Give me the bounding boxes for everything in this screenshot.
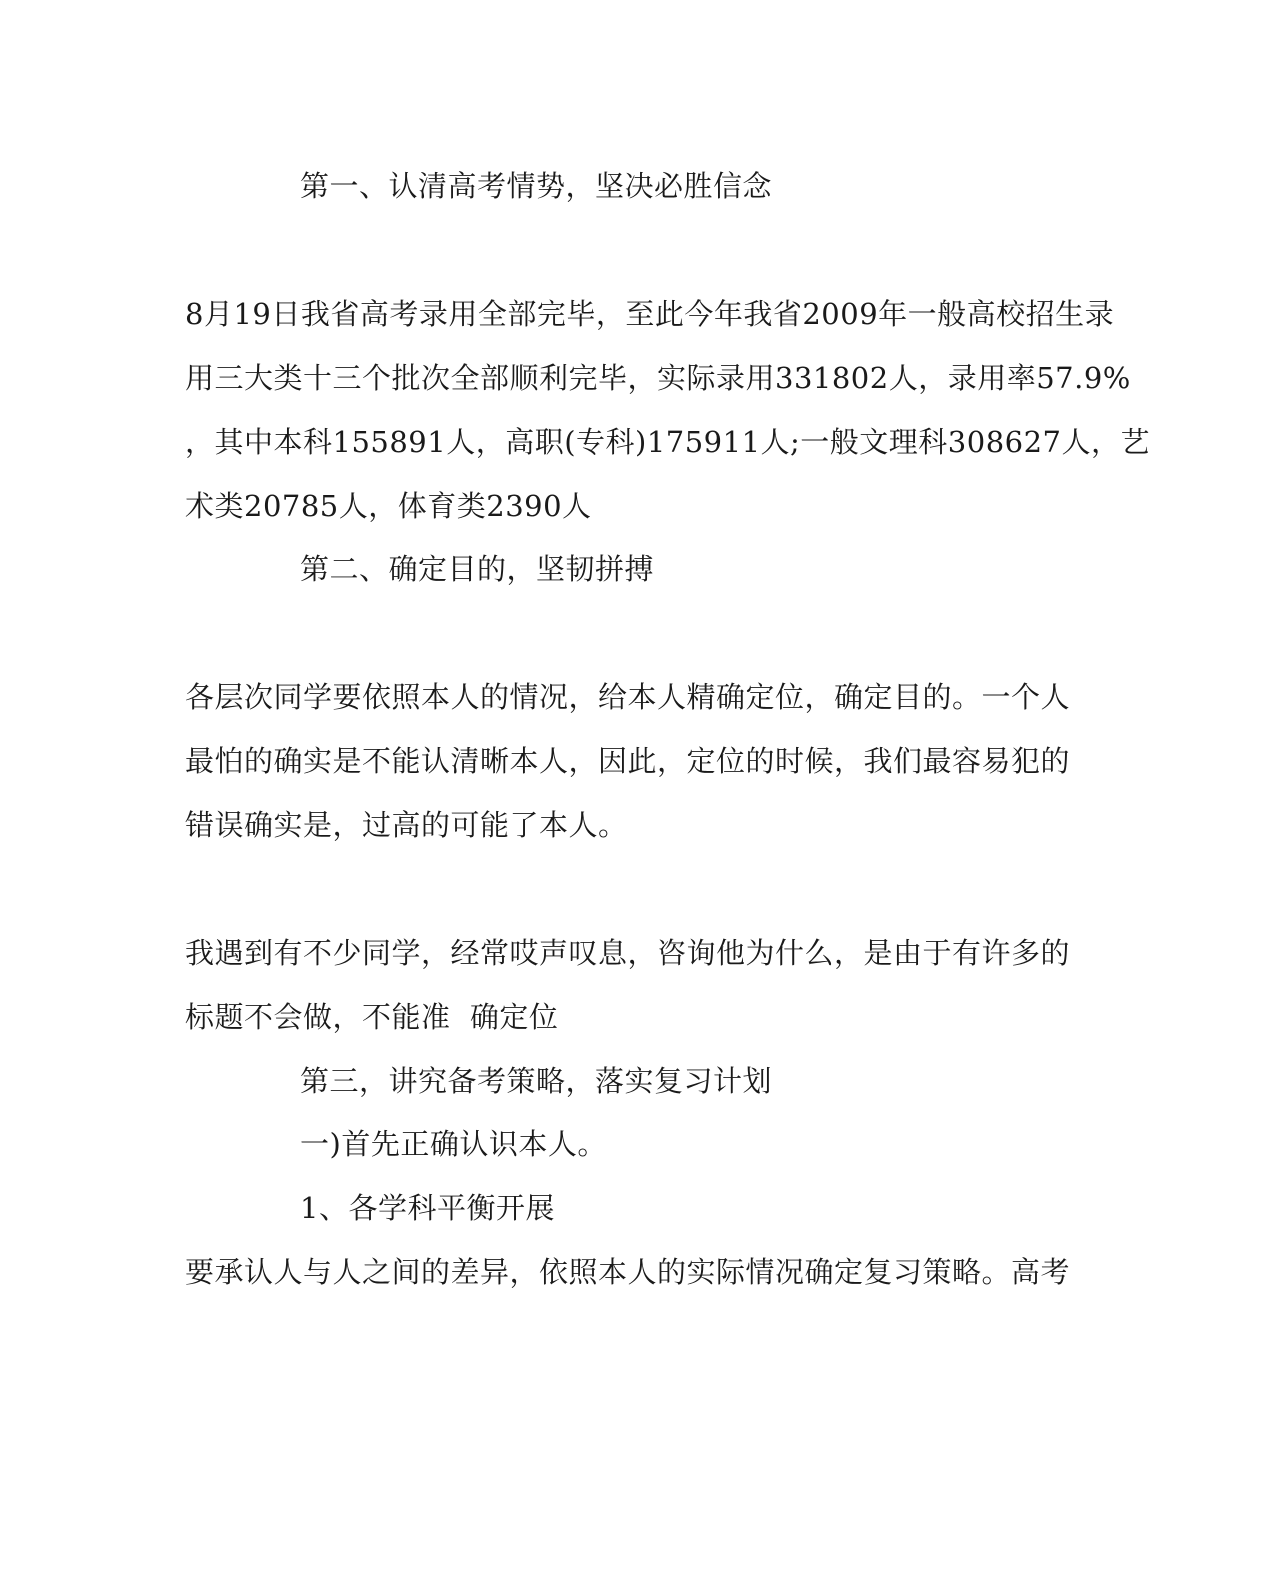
sub-heading-2: 1、各学科平衡开展 [300, 1191, 555, 1225]
sub-heading-1: 一)首先正确认识本人。 [300, 1127, 607, 1161]
paragraph-2-line-3: 错误确实是，过高的可能了本人。 [185, 808, 628, 842]
paragraph-1-line-2: 用三大类十三个批次全部顺利完毕，实际录用331802人，录用率57.9% [185, 361, 1131, 395]
paragraph-3-line-2: 标题不会做，不能准 确定位 [185, 1000, 559, 1034]
heading-3: 第三，讲究备考策略，落实复习计划 [300, 1064, 773, 1098]
paragraph-4-line-1: 要承认人与人之间的差异，依照本人的实际情况确定复习策略。高考 [185, 1255, 1071, 1289]
paragraph-1-line-4: 术类20785人，体育类2390人 [185, 489, 592, 523]
heading-2: 第二、确定目的，坚韧拼搏 [300, 552, 655, 586]
paragraph-2-line-1: 各层次同学要依照本人的情况，给本人精确定位，确定目的。一个人 [185, 680, 1071, 714]
heading-1: 第一、认清高考情势，坚决必胜信念 [300, 169, 773, 203]
paragraph-1-line-1: 8月19日我省高考录用全部完毕，至此今年我省2009年一般高校招生录 [185, 297, 1115, 331]
paragraph-2-line-2: 最怕的确实是不能认清晰本人，因此，定位的时候，我们最容易犯的 [185, 744, 1071, 778]
paragraph-3-line-1: 我遇到有不少同学，经常哎声叹息，咨询他为什么，是由于有许多的 [185, 936, 1071, 970]
paragraph-1-line-3: ，其中本科155891人，高职(专科)175911人;一般文理科308627人，艺 [185, 425, 1151, 459]
